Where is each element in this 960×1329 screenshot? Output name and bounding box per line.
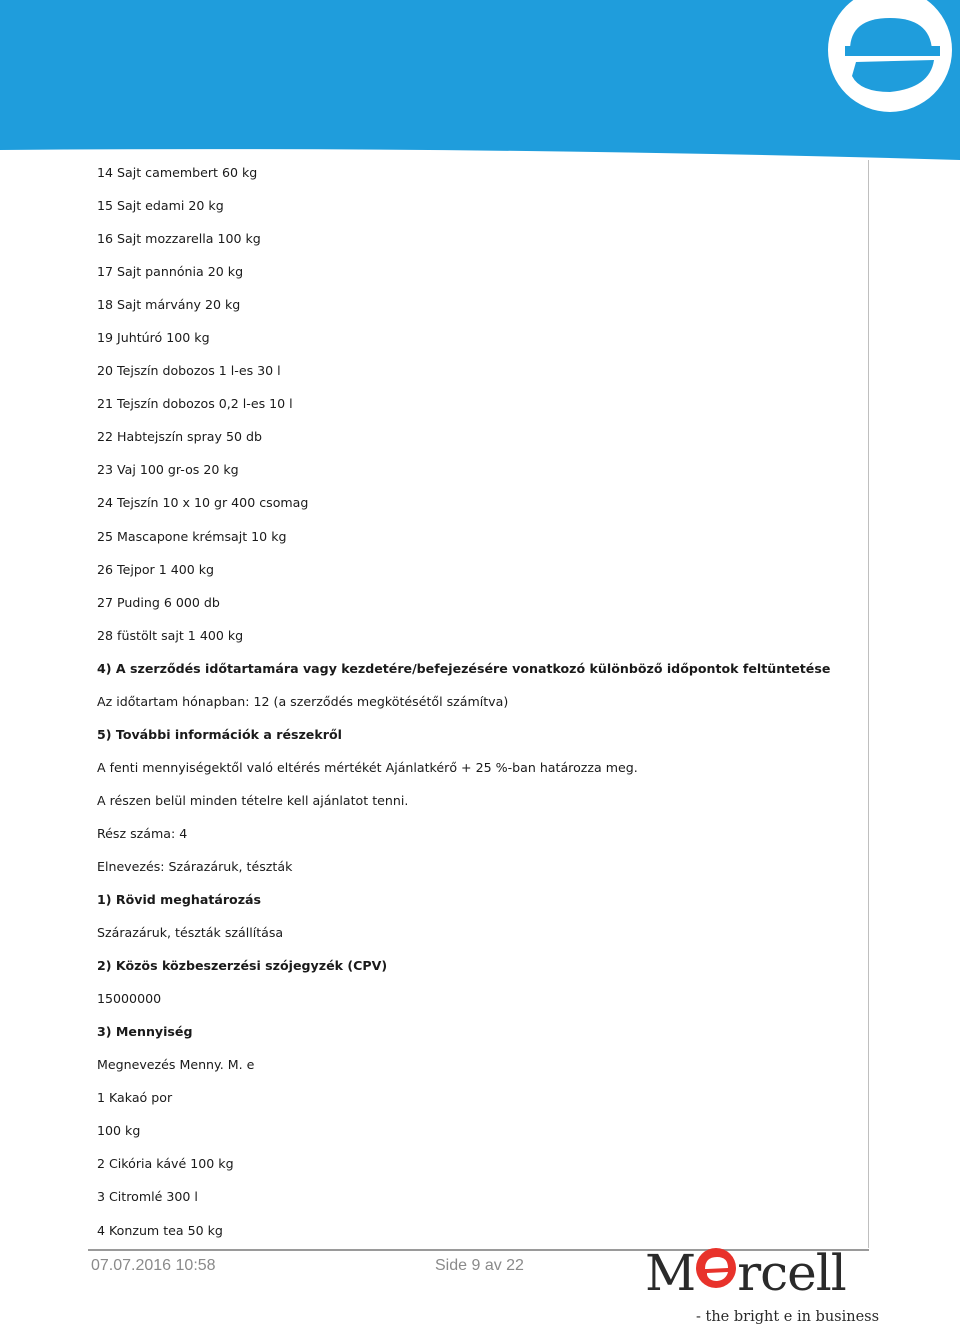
mercell-logo (640, 1244, 880, 1329)
text-line: 20 Tejszín dobozos 1 l-es 30 l (97, 363, 281, 379)
text-line: Elnevezés: Szárazáruk, tészták (97, 858, 293, 874)
text-line: 3 Citromlé 300 l (97, 1189, 198, 1205)
text-line: 22 Habtejszín spray 50 db (97, 429, 262, 445)
text-line: 1 Kakaó por (97, 1090, 173, 1106)
logo-word-end: rcell (737, 1244, 846, 1302)
footer-page-number: Side 9 av 22 (435, 1257, 524, 1274)
text-line: 4 Konzum tea 50 kg (97, 1222, 223, 1238)
text-line: 27 Puding 6 000 db (97, 594, 220, 610)
section-heading: 4) A szerződés időtartamára vagy kezdetére/befejezésére vonatkozó különböző időpontok feltüntetése (97, 660, 831, 676)
section-heading: 3) Mennyiség (97, 1024, 193, 1040)
logo-tagline: - the bright e in business (696, 1309, 880, 1325)
text-line: 15 Sajt edami 20 kg (97, 198, 224, 214)
text-line: 24 Tejszín 10 x 10 gr 400 csomag (97, 495, 309, 511)
logo-word-start: M (645, 1244, 696, 1302)
section-heading: 5) További információk a részekről (97, 726, 342, 742)
section-heading: 1) Rövid meghatározás (97, 892, 262, 908)
text-line: 100 kg (97, 1123, 141, 1139)
text-line: 26 Tejpor 1 400 kg (97, 561, 215, 577)
text-line: 19 Juhtúró 100 kg (97, 330, 210, 346)
text-line: 25 Mascapone krémsajt 10 kg (97, 528, 287, 544)
text-line: Szárazáruk, tészták szállítása (97, 925, 284, 941)
text-line: 18 Sajt márvány 20 kg (97, 297, 241, 313)
footer-date: 07.07.2016 10:58 (91, 1257, 216, 1274)
header-banner (0, 0, 960, 160)
text-line: Az időtartam hónapban: 12 (a szerződés megkötésétől számítva) (97, 693, 509, 709)
text-line: 21 Tejszín dobozos 0,2 l-es 10 l (97, 396, 293, 412)
logo-e-icon (696, 1248, 736, 1288)
text-line: Megnevezés Menny. M. e (97, 1057, 255, 1073)
section-heading: 2) Közös közbeszerzési szójegyzék (CPV) (97, 958, 388, 974)
logo-wordmark (645, 1244, 846, 1302)
text-line: 14 Sajt camembert 60 kg (97, 165, 258, 180)
text-line: 28 füstölt sajt 1 400 kg (97, 627, 244, 643)
text-line: Rész száma: 4 (97, 825, 188, 841)
text-line: A fenti mennyiségektől való eltérés mértékét Ajánlatkérő + 25 %-ban határozza meg. (97, 759, 638, 775)
text-line: 15000000 (97, 991, 162, 1007)
text-line: A részen belül minden tételre kell ajánlatot tenni. (97, 792, 409, 808)
text-line: 16 Sajt mozzarella 100 kg (97, 231, 261, 247)
text-line: 17 Sajt pannónia 20 kg (97, 264, 244, 280)
text-line: 23 Vaj 100 gr-os 20 kg (97, 462, 239, 478)
document-body (97, 164, 830, 1255)
text-line: 2 Cikória kávé 100 kg (97, 1156, 234, 1172)
